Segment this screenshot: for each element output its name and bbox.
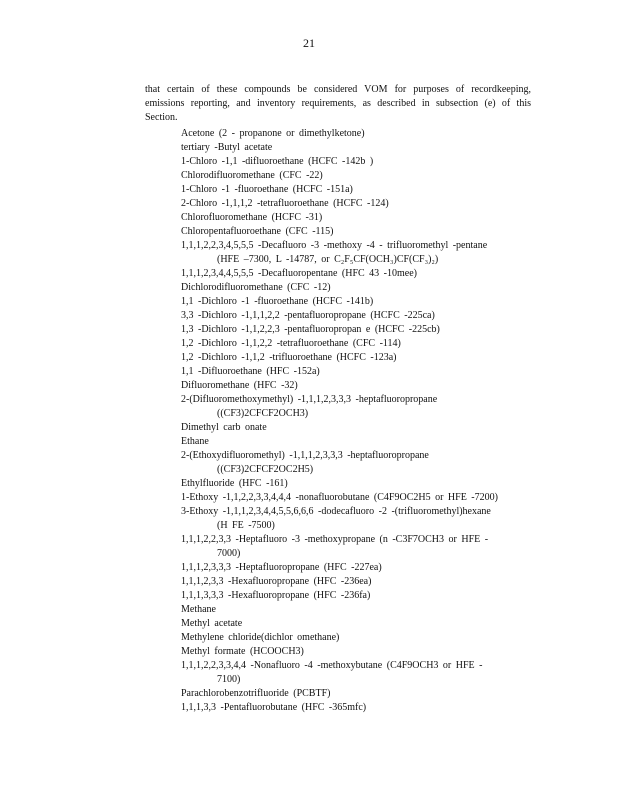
- compound-entry: Parachlorobenzotrifluoride (PCBTF): [181, 688, 331, 699]
- compound-entry: 1,1,1,2,3,4,4,5,5,5 -Decafluoropentane (HFC 43 -10mee): [181, 268, 417, 279]
- compound-entry: 1,1 -Difluoroethane (HFC -152a): [181, 366, 320, 377]
- compound-entry: Ethane: [181, 436, 209, 447]
- compound-entry-continuation: 7100): [217, 674, 241, 685]
- compound-entry: 1,2 -Dichloro -1,1,2 -trifluoroethane (HCFC -123a): [181, 352, 397, 363]
- compound-entry: Methyl acetate: [181, 618, 243, 629]
- compound-entry: 1,1 -Dichloro -1 -fluoroethane (HCFC -141b): [181, 296, 374, 307]
- compound-entry: Chlorodifluoromethane (CFC -22): [181, 170, 323, 181]
- compound-entry: 1,2 -Dichloro -1,1,2,2 -tetrafluoroethane (CFC -114): [181, 338, 401, 349]
- intro-paragraph: that certain of these compounds be considered VOM for purposes of recordkeeping, emissions reporting, and inventory requirements, as described in subsection (e) of this Section.: [145, 84, 531, 123]
- compound-entry: Acetone (2 - propanone or dimethylketone): [181, 128, 365, 139]
- compound-entry-continuation: (H FE -7500): [217, 520, 275, 531]
- page-number: 21: [303, 36, 315, 50]
- compound-entry-continuation: (HFE –7300, L -14787, or C₂F₅CF(OCH₃)CF(CF₃)₂): [217, 254, 439, 265]
- compound-entry: 1,1,1,2,2,3,4,5,5,5 -Decafluoro -3 -methoxy -4 - trifluoromethyl -pentane: [181, 240, 488, 251]
- compound-entry: Dichlorodifluoromethane (CFC -12): [181, 282, 331, 293]
- compound-entry: Methyl formate (HCOOCH3): [181, 646, 304, 657]
- compound-entry: Chlorofluoromethane (HCFC -31): [181, 212, 323, 223]
- compound-entry: 1,1,1,3,3 -Pentafluorobutane (HFC -365mfc): [181, 702, 367, 713]
- compound-entry: 1,1,1,2,2,3,3 -Heptafluoro -3 -methoxypropane (n -C3F7OCH3 or HFE -: [181, 534, 489, 545]
- compound-entry: 1-Chloro -1,1 -difluoroethane (HCFC -142b ): [181, 156, 374, 167]
- compound-entry: Chloropentafluoroethane (CFC -115): [181, 226, 334, 237]
- compound-entry: Methane: [181, 604, 216, 615]
- compound-entry-continuation: 7000): [217, 548, 241, 559]
- compound-entry: 1,1,1,2,3,3,3 -Heptafluoropropane (HFC -227ea): [181, 562, 382, 573]
- compound-entry: Difluoromethane (HFC -32): [181, 380, 298, 391]
- compound-entry: 1,1,1,2,2,3,3,4,4 -Nonafluoro -4 -methoxybutane (C4F9OCH3 or HFE -: [181, 660, 483, 671]
- compound-entry: Ethylfluoride (HFC -161): [181, 478, 288, 489]
- compound-entry: 3,3 -Dichloro -1,1,1,2,2 -pentafluoropropane (HCFC -225ca): [181, 310, 435, 321]
- compound-entry: Methylene chloride(dichlor omethane): [181, 632, 340, 643]
- compound-entry: tertiary -Butyl acetate: [181, 142, 273, 153]
- compound-entry: 2-Chloro -1,1,1,2 -tetrafluoroethane (HCFC -124): [181, 198, 389, 209]
- compound-entry: 1,1,1,2,3,3 -Hexafluoropropane (HFC -236ea): [181, 576, 372, 587]
- compound-entry-continuation: ((CF3)2CFCF2OCH3): [217, 408, 309, 419]
- compound-entry: 1,3 -Dichloro -1,1,2,2,3 -pentafluoropropan e (HCFC -225cb): [181, 324, 440, 335]
- compound-entry: 1,1,1,3,3,3 -Hexafluoropropane (HFC -236fa): [181, 590, 371, 601]
- compound-entry: Dimethyl carb onate: [181, 422, 267, 433]
- compound-list: [181, 127, 541, 715]
- compound-entry: 2-(Difluoromethoxymethyl) -1,1,1,2,3,3,3 -heptafluoropropane: [181, 394, 438, 405]
- compound-entry: 3-Ethoxy -1,1,1,2,3,4,4,5,5,6,6,6 -dodecafluoro -2 -(trifluoromethyl)hexane: [181, 506, 491, 517]
- compound-entry: 1-Chloro -1 -fluoroethane (HCFC -151a): [181, 184, 353, 195]
- compound-entry: 2-(Ethoxydifluoromethyl) -1,1,1,2,3,3,3 -heptafluoropropane: [181, 450, 429, 461]
- compound-entry: 1-Ethoxy -1,1,2,2,3,3,4,4,4 -nonafluorobutane (C4F9OC2H5 or HFE -7200): [181, 492, 498, 503]
- compound-entry-continuation: ((CF3)2CFCF2OC2H5): [217, 464, 314, 475]
